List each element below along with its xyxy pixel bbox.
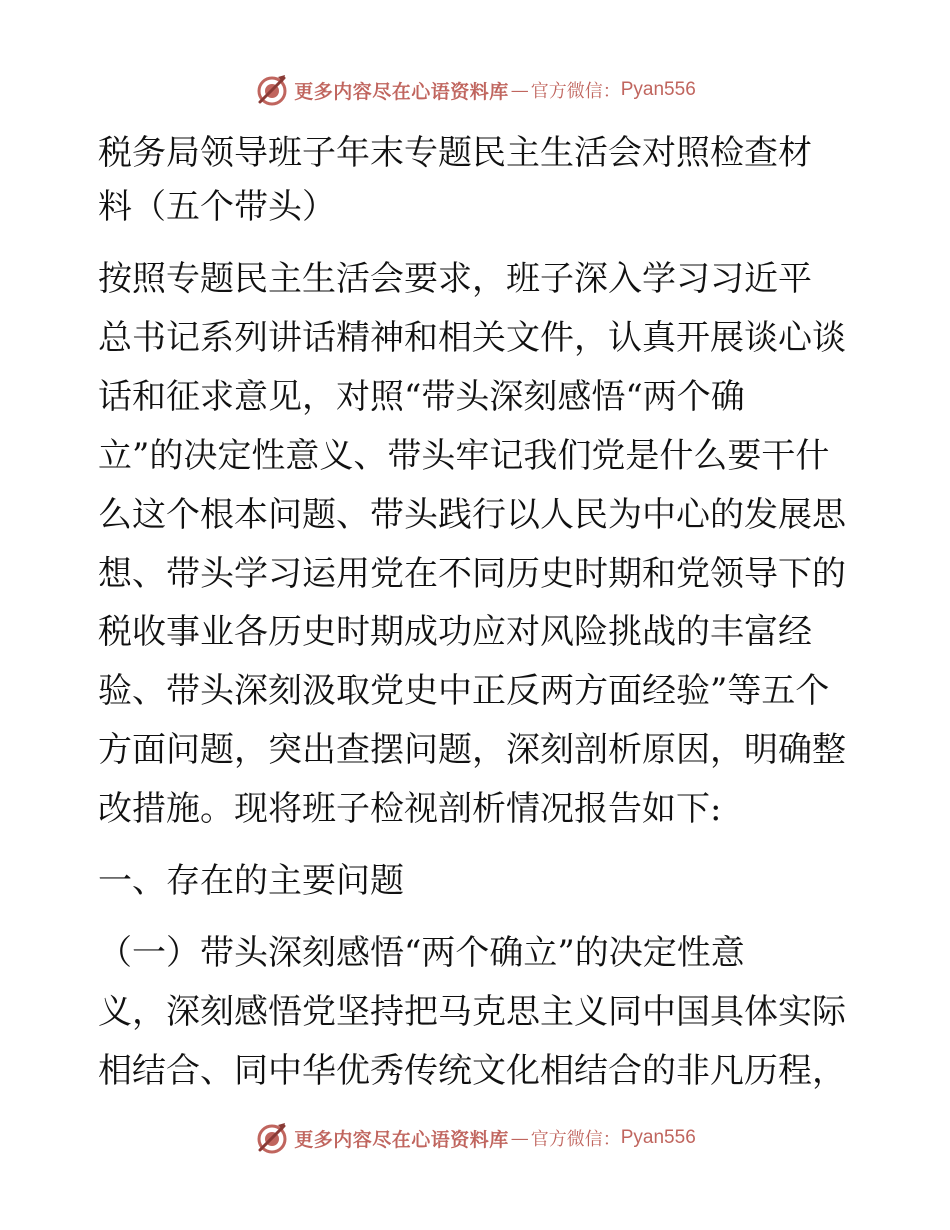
doc-paragraph-line: 税收事业各历史时期成功应对风险挑战的丰富经: [98, 612, 812, 652]
doc-paragraph-line: 总书记系列讲话精神和相关文件，认真开展谈心谈: [98, 318, 846, 358]
banner-dash: —: [510, 79, 529, 101]
banner-lead-text: 更多内容尽在心语资料库: [294, 80, 509, 103]
doc-paragraph-line: 义，深刻感悟党坚持把马克思主义同中国具体实际: [98, 992, 846, 1032]
banner-wechat-id: Pyan556: [620, 79, 696, 100]
banner-wechat-label: 官方微信：: [530, 81, 621, 102]
banner-lead-text: 更多内容尽在心语资料库: [294, 1128, 509, 1151]
section-heading: 一、存在的主要问题: [98, 861, 404, 901]
banner-wechat-label: 官方微信：: [530, 1129, 621, 1150]
banner-dash: —: [510, 1127, 529, 1149]
subsection-heading-line: （一）带头深刻感悟“两个确立”的决定性意: [98, 933, 745, 973]
doc-paragraph-line: 验、带头深刻汲取党史中正反两方面经验”等五个: [98, 671, 830, 711]
brand-logo-icon: [254, 1120, 290, 1156]
doc-paragraph-line: 立”的决定性意义、带头牢记我们党是什么要干什: [98, 436, 830, 476]
doc-paragraph-line: 相结合、同中华优秀传统文化相结合的非凡历程，: [98, 1051, 846, 1091]
doc-title-line-1: 税务局领导班子年末专题民主生活会对照检查材: [98, 133, 812, 173]
header-watermark: [0, 70, 950, 110]
doc-paragraph-line: 想、带头学习运用党在不同历史时期和党领导下的: [98, 554, 846, 594]
doc-paragraph-line: 改措施。现将班子检视剖析情况报告如下:: [98, 789, 722, 829]
doc-title-line-2: 料（五个带头）: [98, 187, 336, 227]
footer-watermark: [0, 1118, 950, 1158]
doc-paragraph-line: 么这个根本问题、带头践行以人民为中心的发展思: [98, 495, 846, 535]
doc-paragraph-line: 按照专题民主生活会要求，班子深入学习习近平: [98, 259, 812, 299]
doc-paragraph-line: 话和征求意见，对照“带头深刻感悟“两个确: [98, 377, 745, 417]
banner-wechat-id: Pyan556: [620, 1127, 696, 1148]
doc-paragraph-line: 方面问题，突出查摆问题，深刻剖析原因，明确整: [98, 730, 846, 770]
brand-logo-icon: [254, 72, 290, 108]
